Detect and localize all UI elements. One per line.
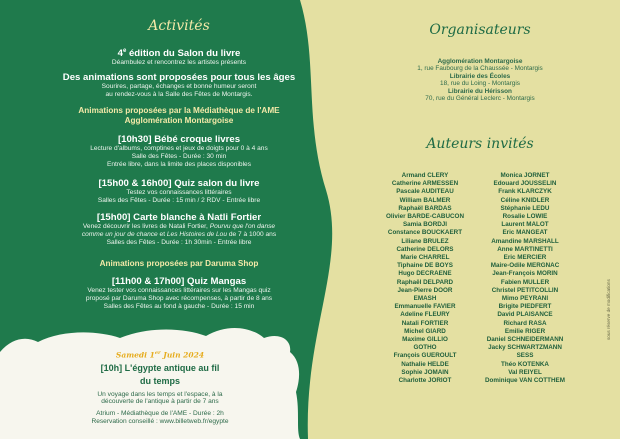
mediatheque-line-2: Agglomération Montargoise: [124, 116, 234, 125]
author-name: Constance BOUCKAERT: [387, 229, 463, 237]
author-name: Armand CLERY: [401, 172, 449, 179]
author-name: Eric MANGEAT: [502, 229, 548, 237]
animations-block: [38, 72, 320, 99]
author-name: Laurent MALOT: [501, 221, 549, 229]
carte-block: [38, 212, 320, 246]
author-name: Frank KLARCZYK: [498, 188, 552, 196]
author-name: Amandine MARSHALL: [491, 237, 559, 245]
author-name: Edouard JOUSSELIN: [493, 180, 557, 188]
author-name: Emilie RIGER: [504, 327, 546, 335]
egypte-desc-3: Atrium - Médiathèque de l'AME - Durée : 2h: [96, 410, 224, 418]
author-name: Catherine ARMESSEN: [391, 180, 459, 188]
mangas-desc-2: proposé par Daruma Shop avec récompenses, à partir de 8 ans: [85, 294, 273, 302]
author-name: EMASH: [413, 295, 437, 303]
salon-title: 4e édition du Salon du livre: [117, 48, 241, 60]
author-name: Théo KOTENKA: [501, 360, 549, 368]
egypte-title-2: du temps: [139, 376, 180, 386]
author-name: Adeline FLEURY: [400, 311, 450, 319]
org-address: 1, rue Faubourg de la Chaussée - Montargis: [417, 65, 543, 73]
quiz-title: [15h00 & 16h00] Quiz salon du livre: [98, 178, 260, 189]
org-address: 70, rue du Général Leclerc - Montargis: [425, 95, 535, 103]
author-name: Liliane BRULEZ: [401, 237, 449, 245]
author-name: Jean-Pierre DOOR: [397, 286, 453, 294]
author-name: Monica JORNET: [500, 172, 550, 179]
org-address: 18, rue du Loing - Montargis: [440, 80, 520, 88]
salon-desc: Déambulez et rencontrez les artistes présents: [111, 59, 247, 67]
author-name: Maxime GILLIO: [402, 336, 448, 344]
author-name: Anne MARTINETTI: [497, 245, 553, 253]
author-name: Samia BORDJI: [402, 221, 448, 229]
egypte-desc-1: Un voyage dans les temps et l'espace, à la: [97, 390, 223, 398]
author-name: Maire-Odile MERGNAC: [490, 262, 560, 270]
author-name: Catherine DELORS: [396, 245, 454, 253]
author-name: SESS: [516, 352, 534, 360]
author-name: Céline KNIDLER: [500, 196, 550, 204]
egypte-block: [38, 350, 282, 426]
bebe-block: [38, 134, 320, 168]
org-name: Librairie du Hérisson: [448, 87, 512, 95]
author-name: William BALMER: [399, 196, 451, 204]
egypte-desc-2: découverte de l'antique à partir de 7 ans: [101, 398, 219, 406]
author-name: Hugo DECRAENE: [398, 270, 452, 278]
mangas-desc-3: Salles des Fêtes au fond à gauche - Durée : 15 min: [103, 302, 255, 310]
author-name: Fabien MULLER: [500, 278, 550, 286]
carte-title: [15h00] Carte blanche à Natli Fortier: [96, 212, 262, 223]
author-name: Michel GIARD: [404, 327, 446, 335]
author-name: Raphaël BARDAS: [398, 204, 452, 212]
carte-desc-3: Salles des Fêtes - Durée : 1h 30min - Entrée libre: [106, 238, 252, 246]
author-name: Nathalie HELDE: [401, 360, 449, 368]
org-name: Librairie des Écoles: [449, 72, 511, 80]
mangas-title: [11h00 & 17h00] Quiz Mangas: [111, 276, 247, 287]
organisateurs-title: Organisateurs: [429, 22, 531, 38]
author-name: Eric MERCIER: [503, 254, 547, 262]
author-name: Emmanuelle FAVIER: [394, 303, 456, 311]
author-name: Pascale AUDITEAU: [396, 188, 454, 196]
author-name: Stéphanie LEDU: [500, 204, 550, 212]
quiz-desc-1: Testez vos connaissances littéraires: [126, 189, 232, 196]
organisateurs-list: [360, 58, 600, 102]
author-name: Christel PETITCOLLIN: [491, 286, 559, 294]
author-name: Jacky SCHWARTZMANN: [488, 344, 562, 352]
bebe-desc-3: Entrée libre, dans la limite des places disponibles: [106, 160, 252, 168]
animations-desc-2: au rendez-vous à la Salle des Fêtes de Montargis.: [105, 90, 253, 98]
authors-column-2: [465, 172, 585, 385]
bebe-desc-2: Salle des Fêtes - Durée : 30 min: [131, 152, 227, 160]
author-name: François GUEROULT: [393, 352, 457, 360]
author-name: Mimo PEYRANI: [501, 295, 549, 303]
modifications-note: sous réserve de modifications: [606, 279, 611, 340]
mediatheque-section: [38, 106, 320, 126]
author-name: Jean-François MORIN: [492, 270, 558, 278]
author-name: Olivier BARDE-CABUCON: [385, 213, 465, 221]
author-name: Val REIYEL: [508, 368, 542, 376]
salon-block: [38, 46, 320, 67]
activities-title: Activités: [148, 18, 210, 34]
daruma-section: Animations proposées par Daruma Shop: [99, 259, 259, 268]
carte-desc-2: comme un jour de chance et Les Histoires de Lou de 7 à 1000 ans: [81, 230, 277, 238]
animations-title: Des animations sont proposées pour tous les âges: [62, 72, 296, 83]
author-name: Charlotte JORIOT: [398, 377, 452, 385]
mediatheque-line-1: Animations proposées par la Médiathèque de l'AME: [78, 106, 280, 115]
author-name: Daniel SCHNEIDERMANN: [486, 336, 564, 344]
mangas-block: [38, 276, 320, 310]
author-name: Tiphaine DE BOYS: [397, 262, 453, 270]
event-date: Samedi 1er Juin 2024: [115, 350, 205, 360]
mangas-desc-1: Venez tester vos connaissances littéraires sur les Mangas quiz: [87, 287, 271, 294]
bebe-desc-1: Lecture d'albums, comptines et jeux de doigts pour 0 à 4 ans: [90, 145, 268, 152]
quiz-desc-2: Salles des Fêtes - Durée : 15 min / 2 RDV - Entrée libre: [97, 196, 261, 204]
author-name: David PLAISANCE: [497, 311, 553, 319]
org-name: Agglomération Montargoise: [437, 58, 523, 65]
author-name: Sophie JOMAIN: [401, 368, 449, 376]
author-name: Raphaël DELPARD: [396, 278, 454, 286]
author-name: GOTHO: [413, 344, 437, 352]
egypte-reservation-link[interactable]: Reservation conseillé : www.billetweb.fr/egypte: [91, 417, 229, 425]
animations-desc-1: Sourires, partage, échanges et bonne humeur seront: [101, 83, 257, 90]
author-name: Natali FORTIER: [401, 319, 449, 327]
author-name: Richard RASA: [503, 319, 547, 327]
bebe-title: [10h30] Bébé croque livres: [117, 134, 241, 145]
author-name: Brigite PIEDFERT: [498, 303, 552, 311]
author-name: Rosalie LOWIE: [502, 213, 548, 221]
quiz-block: [38, 178, 320, 205]
auteurs-title: Auteurs invités: [426, 136, 534, 152]
author-name: Marie CHARREL: [400, 254, 450, 262]
carte-desc-1: Venez découvrir les livres de Natali Fortier, Pourvu que l'on danse: [82, 223, 276, 230]
author-name: Dominique VAN COTTHEM: [485, 377, 565, 385]
egypte-title-1: [10h] L'égypte antique au fil: [100, 362, 220, 373]
